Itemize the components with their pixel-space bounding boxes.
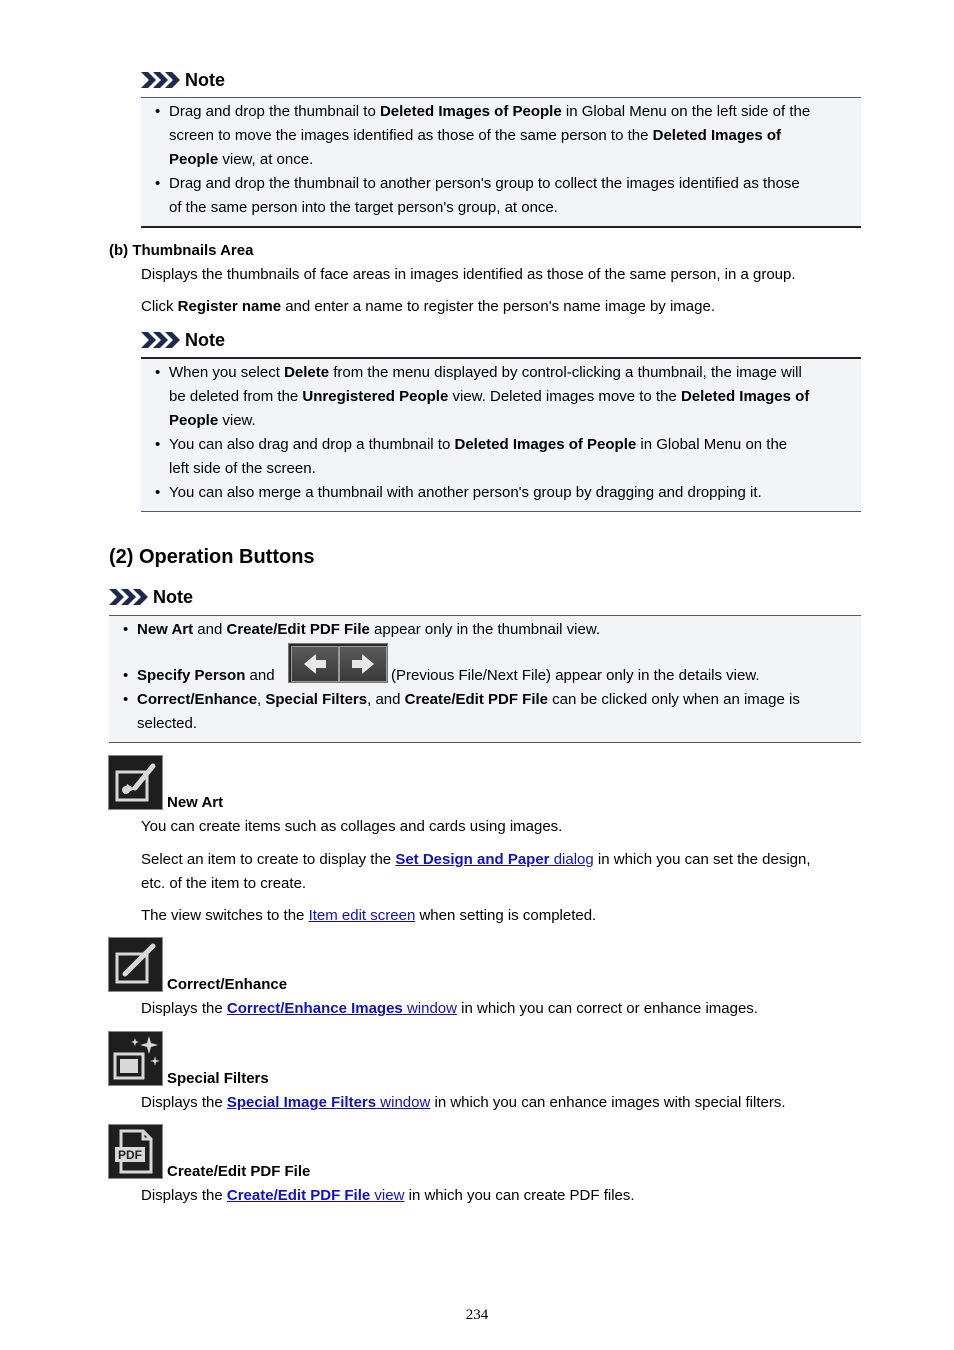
list-item: • Drag and drop the thumbnail to another person's group to collect the images identified as those of the same person into the target person's group, at once. [155,175,800,216]
note-arrows-icon [109,588,149,606]
next-file-button [339,646,387,682]
new-art-button [108,755,163,810]
page-number: 234 [465,1307,489,1323]
list-item: • You can also drag and drop a thumbnail to Deleted Images of People in Global Menu on the left side of the screen. [155,436,788,477]
correct-enhance-label: Correct/Enhance [167,976,288,993]
thumbnails-area-description: Displays the thumbnails of face areas in images identified as those of the same person, in a group. [141,266,796,283]
arrow-left-icon [292,647,338,681]
new-art-label: New Art [167,794,224,811]
register-name-instruction: Click Register name and enter a name to register the person's name image by image. [141,298,715,315]
note-heading: Note [109,585,193,609]
list-item: • You can also merge a thumbnail with another person's group by dragging and dropping it. [155,484,762,501]
list-item: • Drag and drop the thumbnail to Deleted Images of People in Global Menu on the left side of the screen to move the images identified as those of the same person to the Deleted Images of People view, at once. [155,103,811,168]
special-filters-button [108,1031,163,1086]
new-art-item-edit-text: The view switches to the Item edit screen when setting is completed. [141,907,597,924]
special-image-filters-link[interactable]: Special Image Filters window [226,1094,431,1111]
correct-enhance-button [108,937,163,992]
set-design-and-paper-link[interactable]: Set Design and Paper dialog [395,851,594,868]
note-heading: Note [141,328,225,352]
list-item: • New Art and Create/Edit PDF File appear only in the thumbnail view. [123,621,601,638]
new-art-icon [109,756,162,809]
create-edit-pdf-button [108,1124,163,1179]
nav-buttons-description: (Previous File/Next File) appear only in the details view. [391,667,760,684]
note-arrows-icon [141,71,181,89]
new-art-set-design-text: Select an item to create to display the Set Design and Paper dialog in which you can set the design, etc. of the item to create. [141,851,811,892]
special-filters-icon [109,1032,162,1085]
note-heading: Note [141,68,225,92]
previous-file-button [291,646,339,682]
list-item: • When you select Delete from the menu displayed by control-clicking a thumbnail, the image will be deleted from the Unregistered People view. Deleted images move to the Deleted Images of People view. [155,364,810,429]
special-filters-description: Displays the Special Image Filters window in which you can enhance images with special filters. [141,1094,786,1111]
create-edit-pdf-label: Create/Edit PDF File [167,1163,311,1180]
create-edit-pdf-file-link[interactable]: Create/Edit PDF File view [226,1187,405,1204]
correct-enhance-images-link[interactable]: Correct/Enhance Images window [226,1000,457,1017]
svg-text:PDF: PDF [118,1148,142,1162]
create-edit-pdf-description: Displays the Create/Edit PDF File view in which you can create PDF files. [141,1187,635,1204]
section-title: (2) Operation Buttons [109,546,315,568]
item-edit-screen-link[interactable]: Item edit screen [308,907,416,924]
pdf-file-icon [109,1125,162,1178]
correct-enhance-icon [109,938,162,991]
special-filters-label: Special Filters [167,1070,269,1087]
correct-enhance-description: Displays the Correct/Enhance Images window in which you can correct or enhance images. [141,1000,758,1017]
previous-next-file-buttons [288,643,388,683]
list-item: • Correct/Enhance, Special Filters, and Create/Edit PDF File can be clicked only when an image is selected. [123,691,800,732]
arrow-right-icon [340,647,386,681]
note-arrows-icon [141,331,181,349]
list-item: • Specify Person and [123,667,275,684]
new-art-description: You can create items such as collages and cards using images. [141,818,563,835]
thumbnails-area-heading: (b) Thumbnails Area [109,242,254,259]
